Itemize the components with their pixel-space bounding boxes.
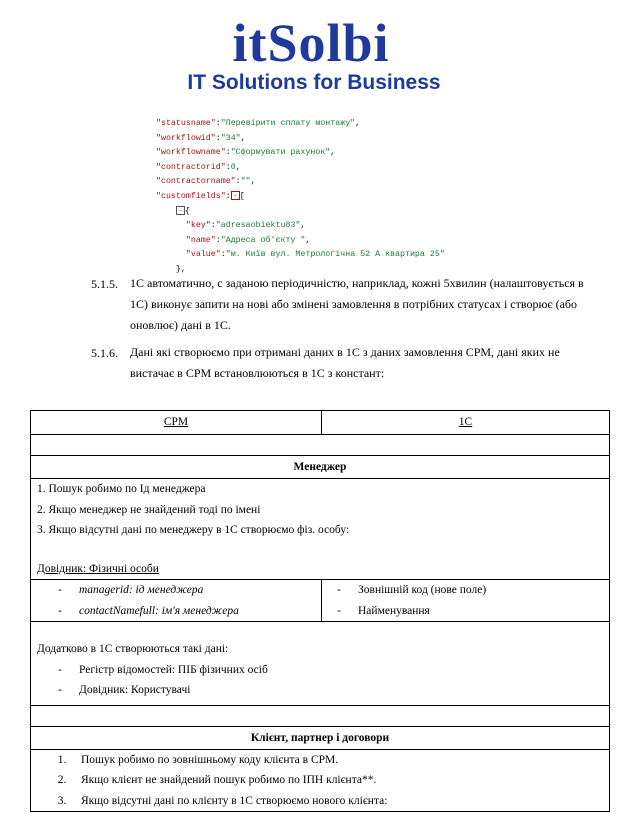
code-line: "contractorid":0, <box>156 162 241 172</box>
logo-tagline: IT Solutions for Business <box>187 71 441 94</box>
list-item: 2. Якщо клієнт не знайдений пошук робимо по ІПН клієнта**. <box>57 774 377 786</box>
list-item: 3. Якщо відсутні дані по менеджеру в 1С створюємо фіз. особу: <box>37 524 350 536</box>
json-code-snippet: "statusname":"Перевірити сплату монтажу", "workflowid":"34", "workflowname":"Сформувати рахунок", "contractorid":0, "contractorname":"", "customfields": − [ − { "key":"adresaobiektu83", "name":"Адреса об'єкту ", "value":"м. Київ вул. Метрологічна 52 А квартира 25" }, <box>156 119 445 274</box>
code-line: "key":"adresaobiektu83", <box>185 221 306 231</box>
table-header-row <box>31 411 610 435</box>
code-line: "workflowid":"34", <box>156 133 246 143</box>
list-item: 2. Якщо менеджер не знайдений тоді по імені <box>37 503 261 516</box>
section-number: 5.1.5. <box>91 277 118 291</box>
empty-row <box>31 435 610 456</box>
list-item: - Регістр відомостей: ПІБ фізичних осіб <box>58 663 268 676</box>
manager-steps <box>31 479 610 580</box>
list-item: - Найменування <box>337 604 430 617</box>
additional-title: Додатково в 1С створюються такі дані: <box>37 643 229 655</box>
list-item: - contactNamefull: ім'я менеджера <box>58 604 239 617</box>
additional-data <box>31 622 610 706</box>
code-line: "name":"Адреса об'єкту ", <box>185 235 311 245</box>
list-item: - managerid: ід менеджера <box>58 584 204 596</box>
section-number: 5.1.6. <box>91 346 118 360</box>
onec-fields <box>322 580 610 622</box>
client-steps <box>31 749 610 812</box>
directory-label: Довідник: Фізичні особи <box>37 562 159 575</box>
section-text: 1С автоматично, с заданою періодичністю, наприклад, кожні 5хвилин (налаштовується в 1С) виконує запити на нові або змінені замовлення в потрібних статусах і створює (або оновлює) дані в 1С. <box>130 276 584 332</box>
collapse-icon[interactable]: − <box>231 191 240 200</box>
code-line: "value":"м. Київ вул. Метрологічна 52 А квартира 25" <box>185 250 445 260</box>
list-item: - Довідник: Користувачі <box>58 684 191 696</box>
column-header: 1С <box>322 411 610 435</box>
code-line: "customfields": − [ <box>156 191 245 201</box>
code-line: "statusname":"Перевірити сплату монтажу", <box>156 119 361 128</box>
code-line: "workflowname":"Сформувати рахунок", <box>156 148 336 158</box>
crm-fields <box>31 580 322 622</box>
mapping-table <box>30 410 610 812</box>
list-item: 1. Пошук робимо по Ід менеджера <box>37 483 206 495</box>
code-line: "contractorname":"", <box>156 177 256 187</box>
section-title: Клієнт, партнер і договори <box>31 726 610 749</box>
column-header: СРМ <box>31 411 322 435</box>
empty-row <box>31 705 610 726</box>
collapse-icon[interactable]: − <box>176 206 185 215</box>
section-title: Менеджер <box>31 456 610 479</box>
section-text: Дані які створюємо при отримані даних в 1С з даних замовлення СРМ, дані яких не вистачає в СРМ встановлюються в 1С з констант: <box>130 345 560 380</box>
list-item: 1. Пошук робимо по зовнішньому коду клієнта в СРМ. <box>57 753 339 766</box>
list-item: 3. Якщо відсутні дані по клієнту в 1С створюємо нового клієнта: <box>57 794 388 807</box>
logo-name: itSolbi <box>232 13 390 73</box>
company-logo <box>0 14 622 94</box>
list-item: - Зовнішній код (нове поле) <box>337 584 487 596</box>
